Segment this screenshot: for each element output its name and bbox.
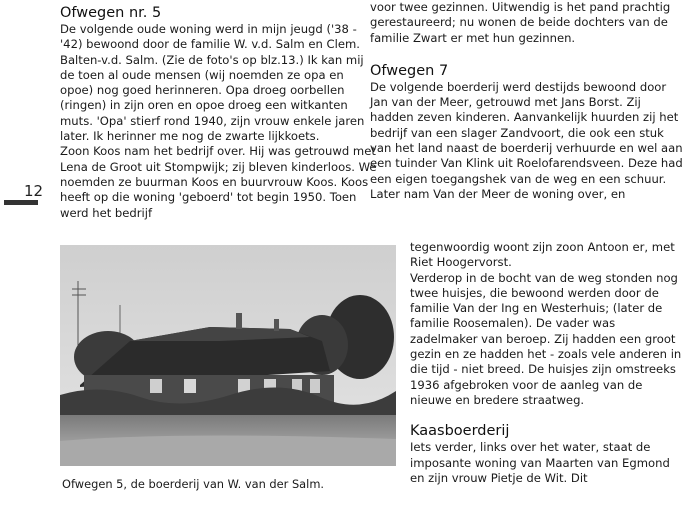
ofwegen-7-continued: tegenwoordig woont zijn zoon Antoon er, met Riet Hoogervorst.: [410, 240, 675, 270]
kaasboerderij-paragraph: Iets verder, links over het water, staat de imposante woning van Maarten van Egmond en zijn vrouw Pietje de Wit. Dit: [410, 440, 670, 485]
farmhouse-photo: [60, 245, 396, 466]
right-column-indented: [410, 240, 686, 486]
heading-kaasboerderij: Kaasboerderij: [410, 423, 510, 440]
photo-caption: Ofwegen 5, de boerderij van W. van der Salm.: [62, 477, 325, 491]
paragraph-2: Zoon Koos nam het bedrijf over. Hij was getrouwd met Lena de Groot uit Stompwijk; zij bleven kinderloos. We noemden ze buurman Koos en buurvrouw Koos. Koos heeft op die woning 'geboerd' tot begin 1950. Toen werd het bedrijf: [60, 144, 377, 220]
ofwegen-7-houses-paragraph: Verderop in de bocht van de weg stonden nog twee huisjes, die bewoond werden door de familie Van der Ing en Westerhuis; (later de familie Roosemalen). De vader was zadelmaker van beroep. Zij hadden een groot gezin en ze hadden het - zoals vele anderen in die tijd - niet breed. De huisjes zijn omstreeks 1936 afgebroken voor de aanleg van de nieuwe en bredere straatweg.: [410, 270, 682, 407]
paragraph-1: De volgende oude woning werd in mijn jeugd ('38 - '42) bewoond door de familie W. v.d. Salm en Clem. Balten-v.d. Salm. (Zie de foto's op blz.13.) Ik kan mij de toen al oude mensen (wij noemden ze opa en opoe) nog goed herinneren. Opa droeg oorbellen (ringen) in zijn oren en opoe droeg een witkanten muts. 'Opa' stierf rond 1940, zijn vrouw enkele jaren later. Ik herinner me nog de zwarte lijkkoets.: [60, 22, 365, 144]
page-number-rule: [4, 200, 38, 205]
heading-ofwegen-7: Ofwegen 7: [370, 62, 449, 79]
page-number: 12: [24, 182, 44, 200]
heading-ofwegen-5: Ofwegen nr. 5: [60, 5, 162, 21]
continuation-paragraph: voor twee gezinnen. Uitwendig is het pand prachtig gerestaureerd; nu wonen de beide dochters van de familie Zwart er met hun gezinnen.: [370, 0, 671, 45]
left-column: [60, 0, 378, 221]
right-column: [370, 0, 686, 202]
ofwegen-7-paragraph: De volgende boerderij werd destijds bewoond door Jan van der Meer, getrouwd met Jans Borst. Zij hadden zeven kinderen. Aanvankelijk huurden zij het bedrijf van een slager Zandvoort, die ook een stuk van het land naast de boerderij verhuurde en wel aan een tuinder Van Klink uit Roelofarendsveen. Deze had een eigen toegangshek van de weg en een schuur. Later nam Van der Meer de woning over, en: [370, 79, 683, 201]
